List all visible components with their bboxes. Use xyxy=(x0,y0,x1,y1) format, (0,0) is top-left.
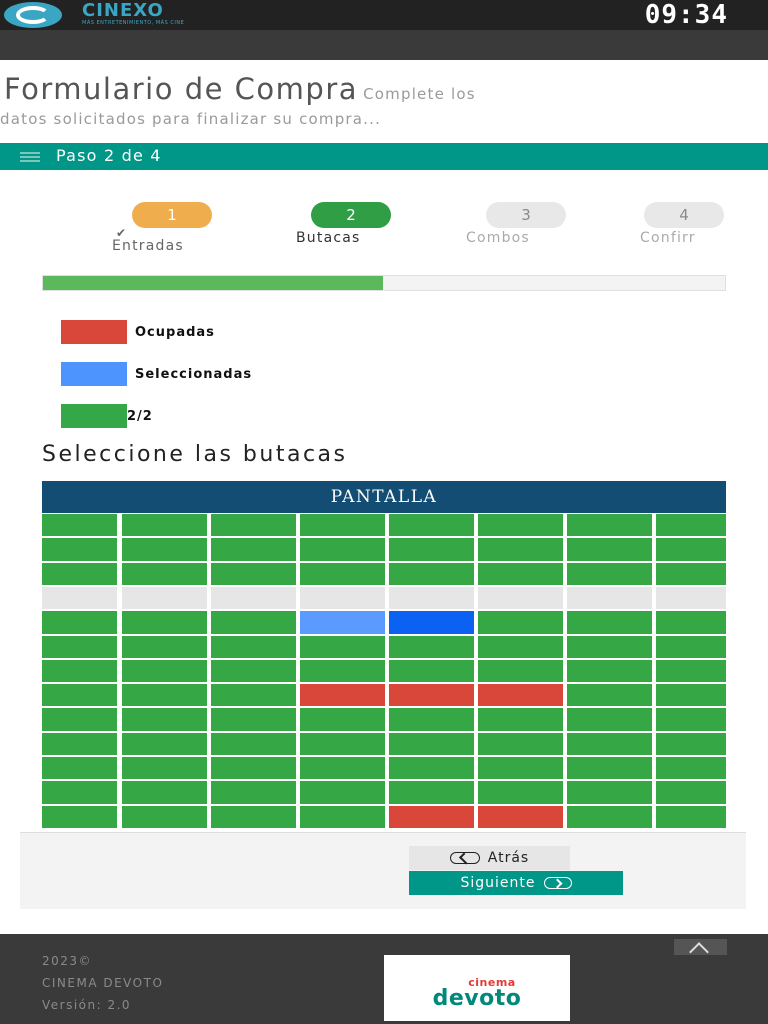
seat[interactable] xyxy=(656,708,726,730)
step-pill xyxy=(486,202,566,228)
step-banner-label: Paso 2 de 4 xyxy=(56,146,162,165)
seat[interactable] xyxy=(478,733,563,755)
back-button-label: Atrás xyxy=(487,850,530,866)
seat[interactable] xyxy=(211,684,296,706)
seat[interactable] xyxy=(42,538,117,560)
seat[interactable] xyxy=(478,514,563,536)
legend-label: Ocupadas xyxy=(135,324,215,340)
seat[interactable] xyxy=(300,538,385,560)
seat[interactable] xyxy=(42,636,117,658)
next-button-label: Siguiente xyxy=(460,875,536,891)
seat[interactable] xyxy=(300,733,385,755)
seat[interactable] xyxy=(211,660,296,682)
seat[interactable] xyxy=(567,733,652,755)
cinexo-logo xyxy=(0,0,185,30)
arrow-right-icon xyxy=(544,877,572,889)
seat[interactable] xyxy=(389,611,474,633)
seat[interactable] xyxy=(478,660,563,682)
step-combos[interactable] xyxy=(466,202,586,246)
seat[interactable] xyxy=(567,563,652,585)
seat xyxy=(389,806,474,828)
step-number: 2 xyxy=(346,206,356,224)
seat[interactable] xyxy=(42,684,117,706)
seat[interactable] xyxy=(42,611,117,633)
seat[interactable] xyxy=(122,757,207,779)
step-label: Combos xyxy=(466,230,530,246)
legend-swatch xyxy=(61,362,127,386)
footer-company: CINEMA DEVOTO xyxy=(42,976,164,990)
step-banner xyxy=(0,143,768,170)
aisle-gap xyxy=(478,587,563,609)
seat[interactable] xyxy=(211,757,296,779)
scroll-top-button[interactable] xyxy=(674,939,727,955)
progress-bar xyxy=(42,275,726,291)
seat[interactable] xyxy=(42,781,117,803)
seat[interactable] xyxy=(211,538,296,560)
seat[interactable] xyxy=(567,708,652,730)
check-icon: ✔ xyxy=(116,226,127,240)
aisle-gap xyxy=(122,587,207,609)
aisle-gap xyxy=(656,587,726,609)
seat[interactable] xyxy=(122,636,207,658)
legend-label: Seleccionadas xyxy=(135,366,253,382)
legend-count xyxy=(61,404,153,428)
seat[interactable] xyxy=(478,757,563,779)
seat[interactable] xyxy=(211,806,296,828)
seat[interactable] xyxy=(389,538,474,560)
step-number: 1 xyxy=(167,206,177,224)
button-panel xyxy=(20,832,746,909)
seat[interactable] xyxy=(42,708,117,730)
seat[interactable] xyxy=(567,684,652,706)
seat[interactable] xyxy=(300,514,385,536)
seat[interactable] xyxy=(389,563,474,585)
legend-selected xyxy=(61,362,252,386)
seat[interactable] xyxy=(300,563,385,585)
footer-version: Versión: 2.0 xyxy=(42,998,132,1012)
footer-year: 2023© xyxy=(42,954,93,968)
seat[interactable] xyxy=(389,781,474,803)
brand-big: devoto xyxy=(432,986,522,1011)
step-label: Butacas xyxy=(296,230,361,246)
seat[interactable] xyxy=(211,708,296,730)
seat[interactable] xyxy=(42,733,117,755)
seat xyxy=(478,806,563,828)
seat[interactable] xyxy=(656,660,726,682)
seat[interactable] xyxy=(656,781,726,803)
seat[interactable] xyxy=(122,733,207,755)
seat[interactable] xyxy=(300,708,385,730)
seat[interactable] xyxy=(42,806,117,828)
seat[interactable] xyxy=(122,660,207,682)
seat[interactable] xyxy=(478,538,563,560)
seat[interactable] xyxy=(567,636,652,658)
logo-tagline: MÁS ENTRETENIMIENTO, MÁS CINE xyxy=(82,20,185,26)
seat[interactable] xyxy=(389,514,474,536)
logo-mark-icon xyxy=(0,0,64,30)
seat[interactable] xyxy=(478,781,563,803)
step-number: 4 xyxy=(679,206,689,224)
seat[interactable] xyxy=(211,611,296,633)
seat[interactable] xyxy=(656,636,726,658)
seat[interactable] xyxy=(478,563,563,585)
legend-label: 2/2 xyxy=(127,408,153,424)
clock: 09:34 xyxy=(644,0,728,30)
seat xyxy=(300,684,385,706)
seats-heading: Seleccione las butacas xyxy=(42,442,348,467)
back-button[interactable] xyxy=(409,846,570,870)
seat[interactable] xyxy=(211,781,296,803)
logo-name: CINEXO xyxy=(82,0,164,21)
seat xyxy=(389,684,474,706)
seat[interactable] xyxy=(389,757,474,779)
seat[interactable] xyxy=(211,514,296,536)
seat[interactable] xyxy=(122,684,207,706)
seat[interactable] xyxy=(300,660,385,682)
seat[interactable] xyxy=(122,514,207,536)
step-pill xyxy=(644,202,724,228)
seat[interactable] xyxy=(122,611,207,633)
cinema-devoto-logo xyxy=(384,955,570,1021)
step-number: 3 xyxy=(521,206,531,224)
step-pill xyxy=(311,202,391,228)
seat[interactable] xyxy=(567,538,652,560)
seat[interactable] xyxy=(122,538,207,560)
seat[interactable] xyxy=(656,757,726,779)
seat[interactable] xyxy=(389,636,474,658)
screen-label: PANTALLA xyxy=(42,481,726,513)
page-subtitle: Complete los xyxy=(363,85,476,103)
step-confirmar[interactable] xyxy=(640,202,728,246)
seat[interactable] xyxy=(389,708,474,730)
next-button[interactable] xyxy=(409,871,623,895)
status-bar xyxy=(0,0,768,30)
page-title: Formulario de Compra xyxy=(4,72,359,106)
seat[interactable] xyxy=(656,538,726,560)
seat[interactable] xyxy=(42,514,117,536)
seat[interactable] xyxy=(300,781,385,803)
seat xyxy=(478,684,563,706)
aisle-gap xyxy=(389,587,474,609)
seat[interactable] xyxy=(567,660,652,682)
aisle-gap xyxy=(300,587,385,609)
seat[interactable] xyxy=(567,514,652,536)
step-entradas[interactable] xyxy=(112,202,232,254)
step-label: Confirr xyxy=(640,230,696,246)
nav-bar xyxy=(0,30,768,60)
seat[interactable] xyxy=(656,806,726,828)
bars-icon xyxy=(20,152,40,162)
seat[interactable] xyxy=(478,611,563,633)
seat[interactable] xyxy=(42,660,117,682)
seat-grid xyxy=(42,514,726,830)
aisle-gap xyxy=(42,587,117,609)
seat[interactable] xyxy=(122,563,207,585)
brand-small: cinema xyxy=(468,976,516,989)
legend-swatch xyxy=(61,320,127,344)
seat[interactable] xyxy=(42,563,117,585)
seat[interactable] xyxy=(122,806,207,828)
seat[interactable] xyxy=(300,757,385,779)
seat[interactable] xyxy=(656,611,726,633)
seat[interactable] xyxy=(567,781,652,803)
seat[interactable] xyxy=(656,563,726,585)
seat[interactable] xyxy=(478,636,563,658)
seat[interactable] xyxy=(389,660,474,682)
seat[interactable] xyxy=(211,733,296,755)
seat[interactable] xyxy=(211,636,296,658)
seat[interactable] xyxy=(567,757,652,779)
seat[interactable] xyxy=(122,708,207,730)
seat[interactable] xyxy=(300,636,385,658)
seat[interactable] xyxy=(122,781,207,803)
seat[interactable] xyxy=(567,611,652,633)
page-header xyxy=(4,72,768,111)
seat[interactable] xyxy=(656,684,726,706)
seat[interactable] xyxy=(389,733,474,755)
legend-occupied xyxy=(61,320,215,344)
step-pill xyxy=(132,202,212,228)
seat[interactable] xyxy=(211,563,296,585)
arrow-left-icon xyxy=(450,852,480,864)
seat[interactable] xyxy=(478,708,563,730)
step-label: Entradas xyxy=(112,238,184,254)
aisle-gap xyxy=(567,587,652,609)
seat[interactable] xyxy=(656,733,726,755)
page-subtitle-continued: datos solicitados para finalizar su compra... xyxy=(0,110,382,128)
legend-swatch xyxy=(61,404,127,428)
seat[interactable] xyxy=(656,514,726,536)
step-butacas[interactable] xyxy=(296,202,406,246)
aisle-gap xyxy=(211,587,296,609)
progress-fill xyxy=(43,276,383,290)
seat[interactable] xyxy=(300,806,385,828)
seat[interactable] xyxy=(300,611,385,633)
seat[interactable] xyxy=(567,806,652,828)
seat[interactable] xyxy=(42,757,117,779)
